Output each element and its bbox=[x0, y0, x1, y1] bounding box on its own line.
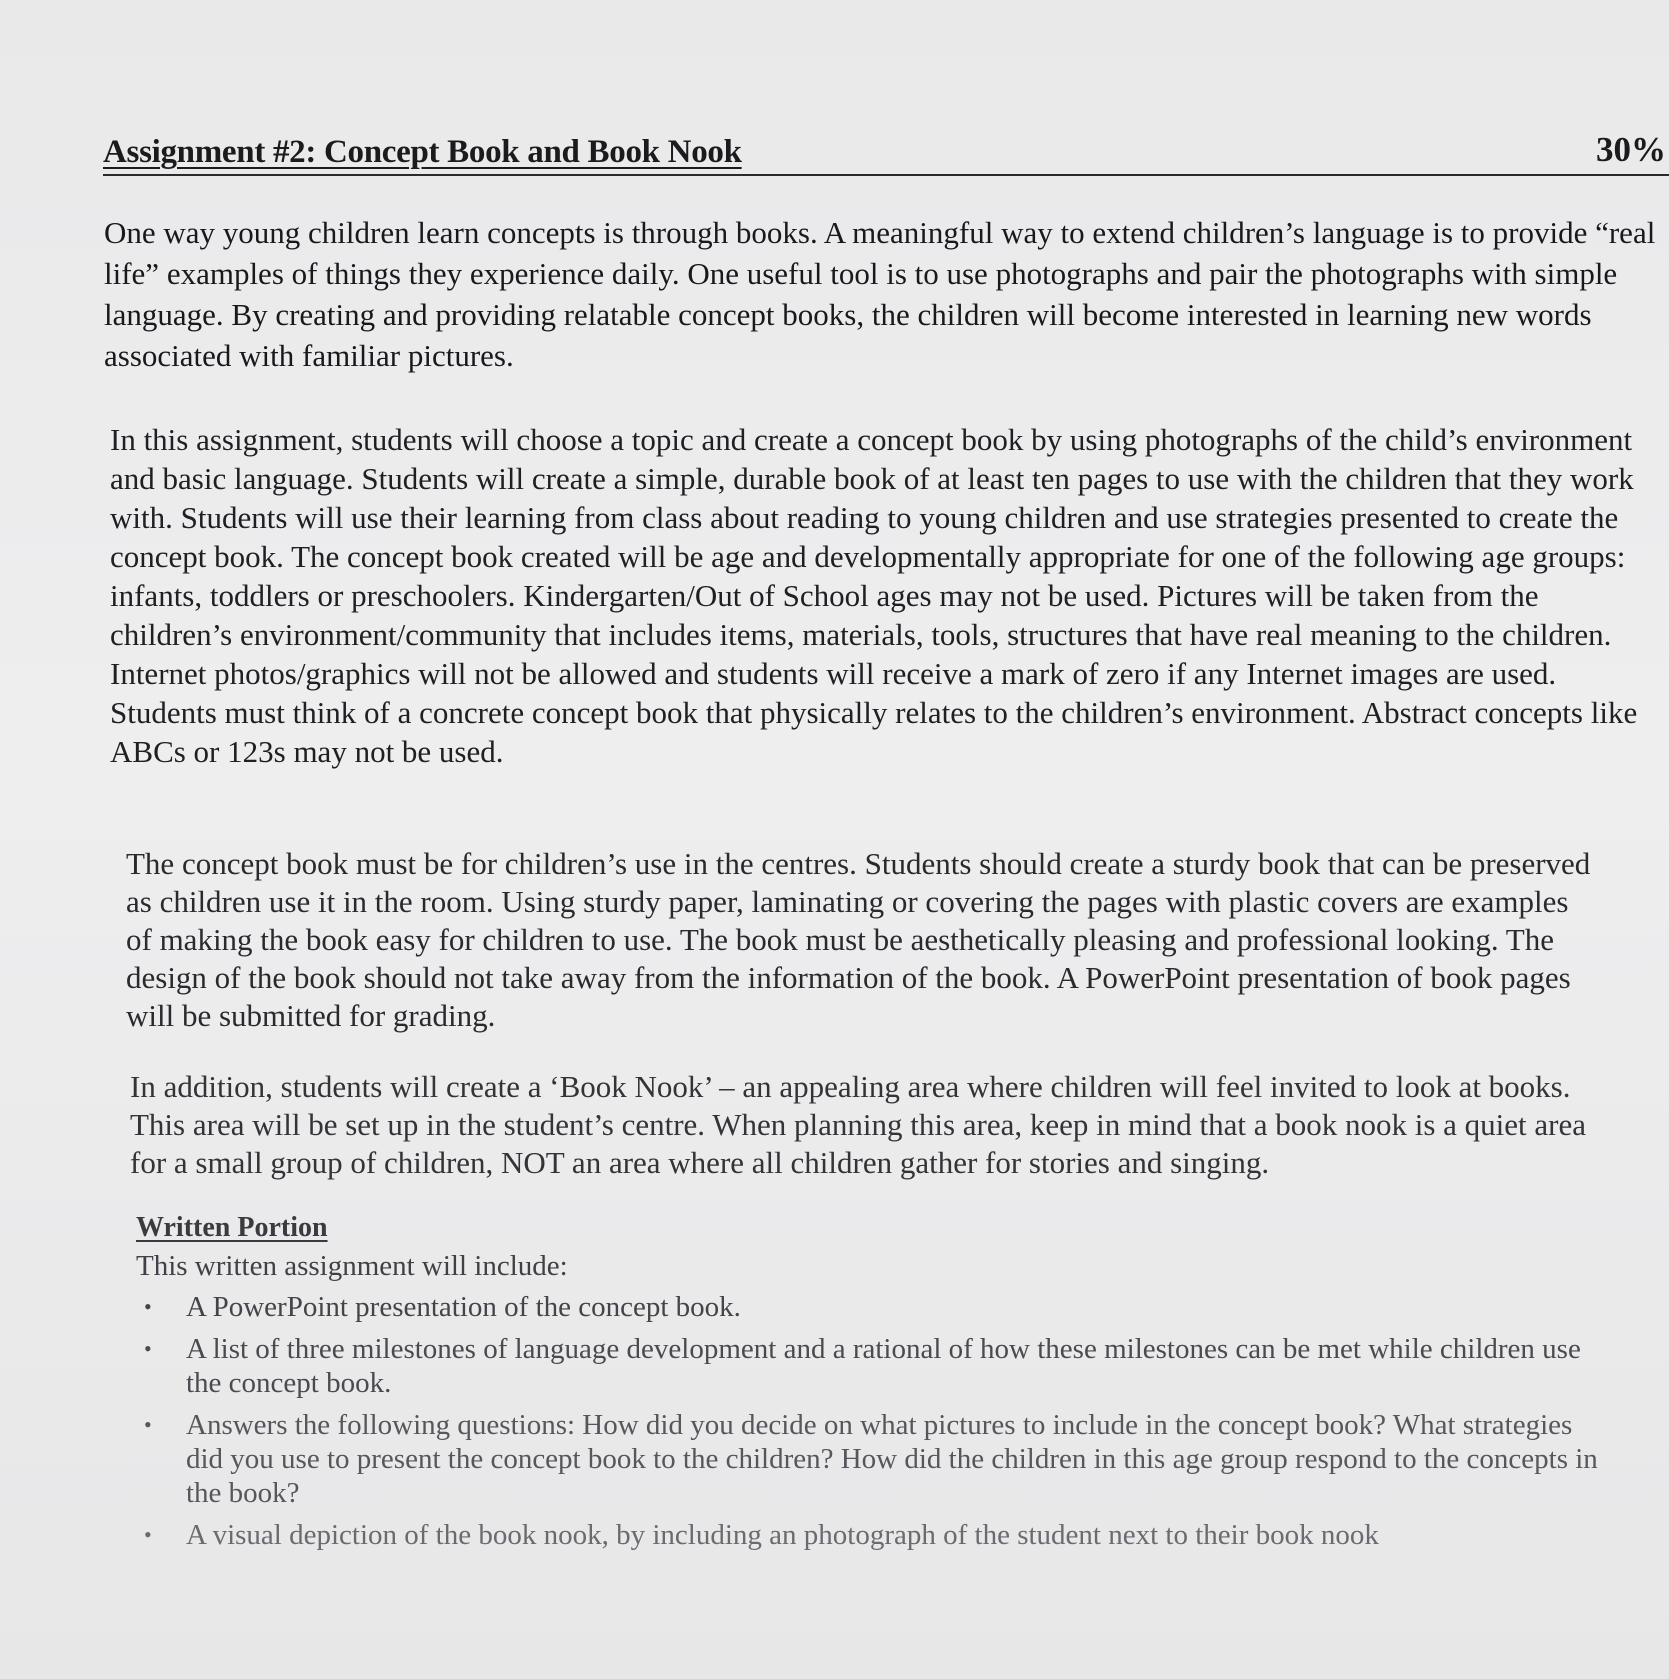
page-title: Assignment #2: Concept Book and Book Nook bbox=[103, 134, 742, 170]
list-item bbox=[136, 1408, 1616, 1510]
bullet-icon: • bbox=[144, 1336, 152, 1361]
paragraph-intro: One way young children learn concepts is through books. A meaningful way to extend children’s language is to provide “real life” examples of things they experience daily. One useful tool is to use photographs and pair the photographs with simple language. By creating and providing relatable concept books, the children will become interested in learning new words associated with familiar pictures. bbox=[104, 215, 1656, 373]
list-item bbox=[136, 1290, 1616, 1324]
bullet-icon: • bbox=[144, 1412, 152, 1437]
written-portion-list bbox=[136, 1290, 1616, 1560]
grade-weight: 30% bbox=[1596, 130, 1666, 169]
bullet-icon: • bbox=[144, 1294, 152, 1319]
paragraph-book-nook: In addition, students will create a ‘Book Nook’ – an appealing area where children will feel invited to look at books. This area will be set up in the student’s centre. When planning this area, keep in mind that a book nook is a quiet area for a small group of children, NOT an area where all children gather for stories and singing. bbox=[130, 1069, 1587, 1180]
paragraph-centre-use: The concept book must be for children’s use in the centres. Students should create a sturdy book that can be preserved as children use it in the room. Using sturdy paper, laminating or covering the pages with plastic covers are examples of making the book easy for children to use. The book must be aesthetically pleasing and professional looking. The design of the book should not take away from the information of the book. A PowerPoint presentation of book pages will be submitted for grading. bbox=[126, 846, 1591, 1033]
title-row bbox=[103, 128, 1669, 176]
list-item bbox=[136, 1332, 1616, 1400]
paragraph-assignment: In this assignment, students will choose a topic and create a concept book by using photographs of the child’s environment and basic language. Students will create a simple, durable book of at least ten pages to use with the children that they work with. Students will use their learning from class about reading to young children and use strategies presented to create the concept book. The concept book created will be age and developmentally appropriate for one of the following age groups: infants, toddlers or preschoolers. Kindergarten/Out of School ages may not be used. Pictures will be taken from the children’s environment/community that includes items, materials, tools, structures that have real meaning to the children. Internet photos/graphics will not be allowed and students will receive a mark of zero if any Internet images are used. Students must think of a concrete concept book that physically relates to the children’s environment. Abstract concepts like ABCs or 123s may not be used. bbox=[110, 422, 1638, 769]
written-portion-intro: This written assignment will include: bbox=[136, 1250, 568, 1282]
list-item-text: A PowerPoint presentation of the concept book. bbox=[186, 1291, 741, 1323]
list-item-text: A list of three milestones of language development and a rational of how these milestones can be met while children use the concept book. bbox=[186, 1333, 1581, 1399]
list-item bbox=[136, 1518, 1616, 1552]
bullet-icon: • bbox=[144, 1522, 152, 1547]
written-portion-heading: Written Portion bbox=[136, 1212, 328, 1243]
list-item-text: Answers the following questions: How did you decide on what pictures to include in the concept book? What strategies did you use to present the concept book to the children? How did the children in this age group respond to the concepts in the book? bbox=[186, 1409, 1598, 1509]
list-item-text: A visual depiction of the book nook, by including an photograph of the student next to their book nook bbox=[186, 1519, 1379, 1551]
